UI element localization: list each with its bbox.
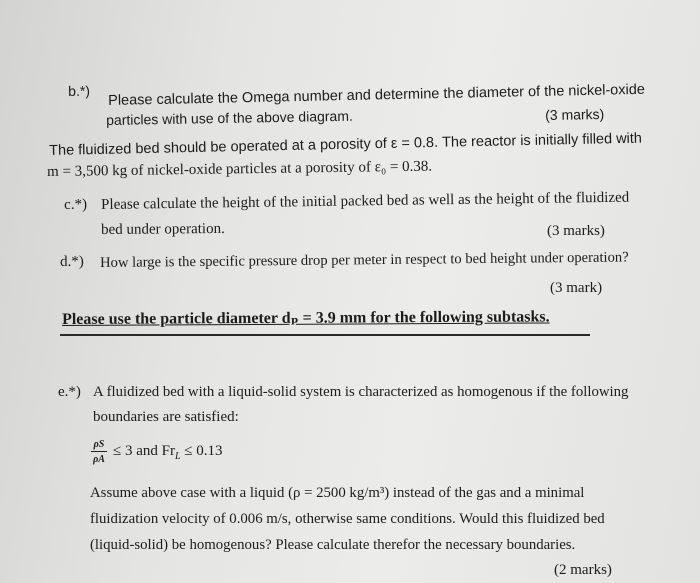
intro-line1: The fluidized bed should be operated at a porosity of ε = 0.8. The reactor is initially filled with [49,130,643,159]
question-b-marks: (3 marks) [545,105,605,123]
subtask-heading: Please use the particle diameter dₚ = 3.9 mm for the following subtasks. [62,308,550,328]
question-e-para2: fluidization velocity of 0.006 m/s, otherwise same conditions. Would this fluidized bed [90,511,605,527]
question-c-line2: bed under operation. [101,220,225,238]
question-e-line2: boundaries are satisfied: [93,409,239,425]
density-ratio-numerator: ρS [93,439,105,450]
question-e-line1: A fluidized bed with a liquid-solid system is characterized as homogenous if the following [93,384,629,400]
question-b-line2: particles with use of the above diagram. [106,107,353,128]
fraction-bar [91,451,107,452]
intro-line2: m = 3,500 kg of nickel-oxide particles at a porosity of ε₀ = 0.38. [47,158,433,180]
question-b-label: b.*) [68,82,91,99]
question-d-marks: (3 mark) [550,280,603,296]
section-divider [60,334,590,336]
question-d-label: d.*) [60,253,84,270]
question-d-line1: How large is the specific pressure drop per meter in respect to bed height under operation? [100,249,629,271]
question-c-label: c.*) [64,196,88,213]
question-e-label: e.*) [58,384,81,400]
question-c-marks: (3 marks) [547,223,605,239]
condition-main: ≤ 3 and Fr [113,443,175,459]
question-e-para1: Assume above case with a liquid (ρ = 2500 kg/m³) instead of the gas and a minimal [90,485,585,501]
question-b-line1: Please calculate the Omega number and determine the diameter of the nickel-oxide [108,81,646,109]
question-e-para3: (liquid-solid) be homogenous? Please calculate therefor the necessary boundaries. [90,537,576,553]
condition-text [113,442,223,466]
condition-end: ≤ 0.13 [184,443,223,459]
question-e-marks: (2 marks) [554,562,612,578]
condition-subscript: L [174,451,181,462]
question-c-line1: Please calculate the height of the initial packed bed as well as the height of the fluidized [101,189,630,213]
density-ratio-denominator: ρA [93,454,105,465]
